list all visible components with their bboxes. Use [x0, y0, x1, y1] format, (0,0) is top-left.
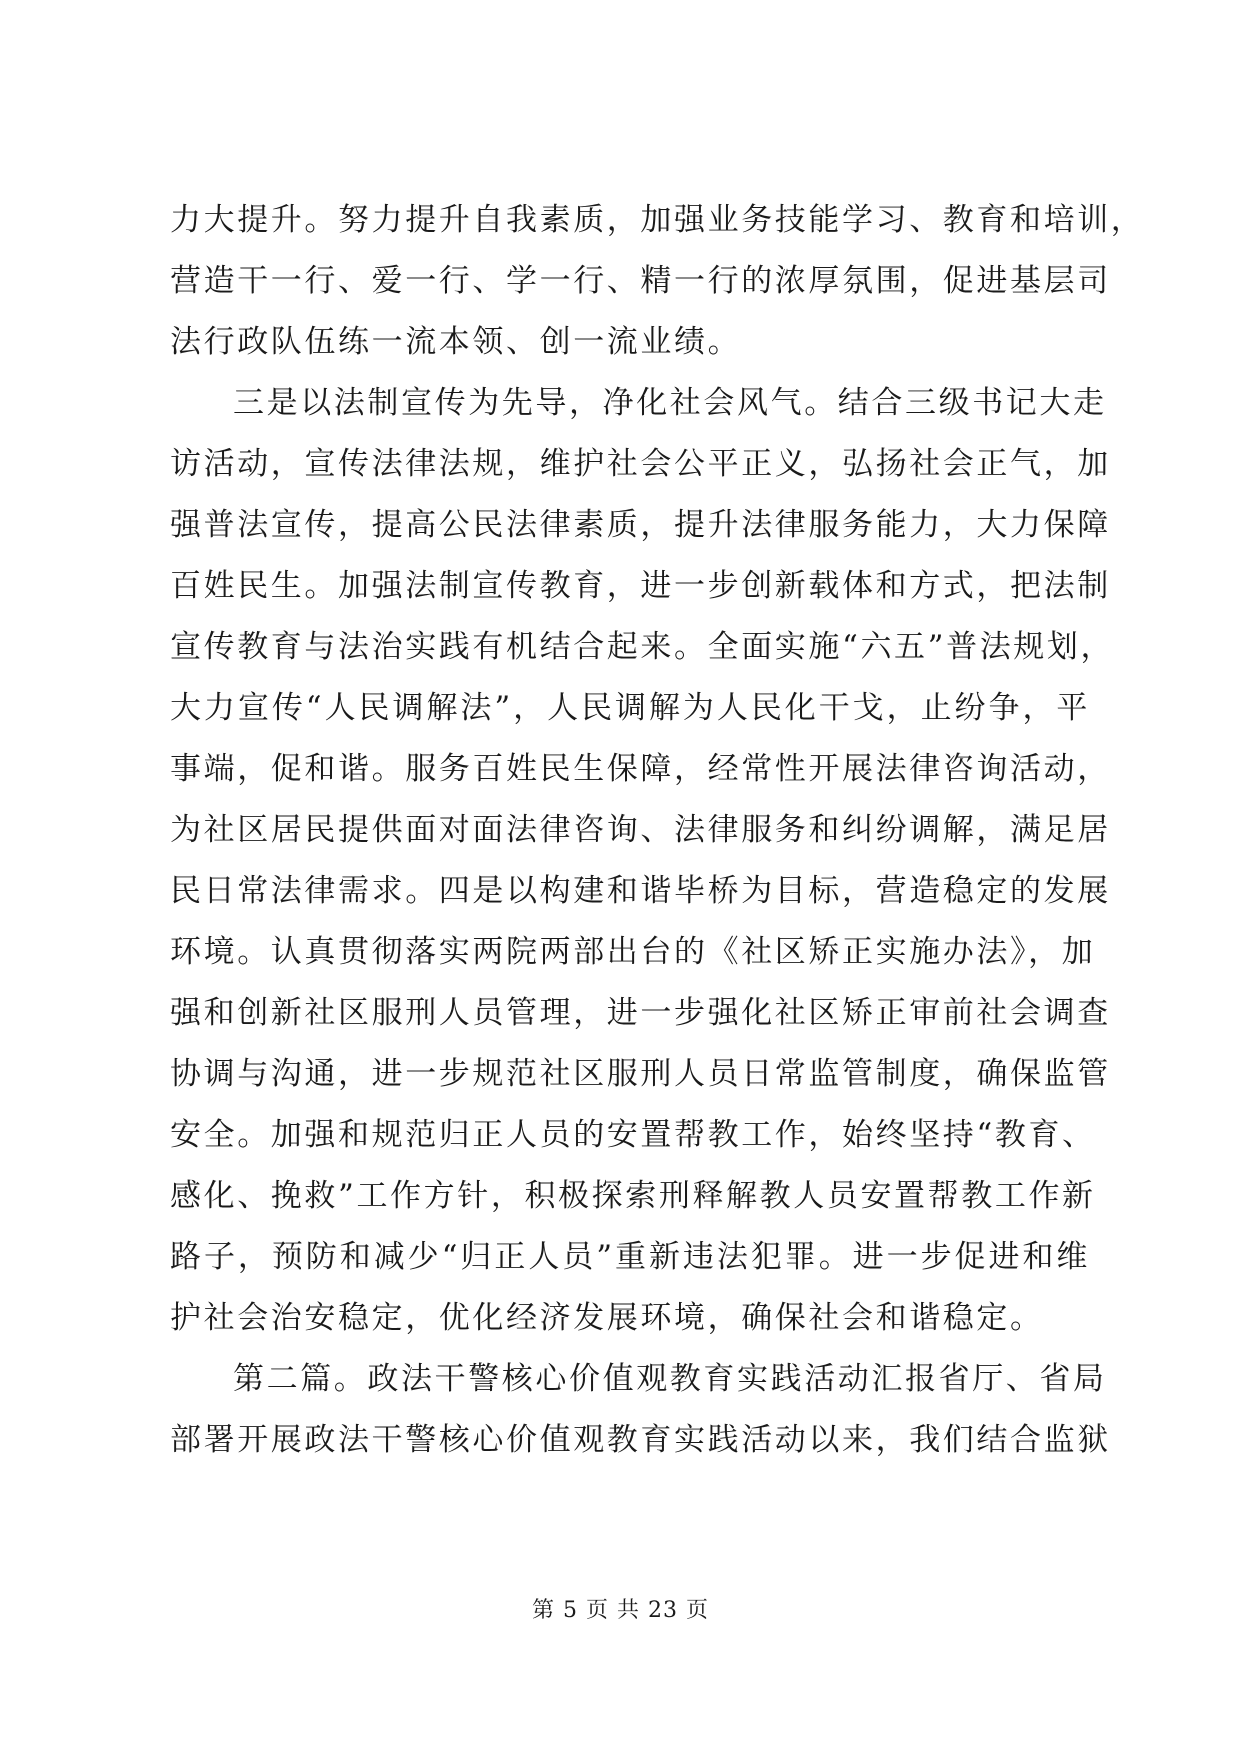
body-line-6: 强普法宣传，提高公民法律素质，提升法律服务能力，大力保障: [170, 507, 1111, 543]
body-line-5: 访活动，宣传法律法规，维护社会公平正义，弘扬社会正气，加: [170, 446, 1111, 482]
body-line-19: 护社会治安稳定，优化经济发展环境，确保社会和谐稳定。: [170, 1300, 1044, 1336]
body-line-10: 事端，促和谐。服务百姓民生保障，经常性开展法律咨询活动，: [170, 751, 1111, 787]
body-line-8: 宣传教育与法治实践有机结合起来。全面实施“六五”普法规划，: [170, 629, 1115, 665]
body-line-7: 百姓民生。加强法制宣传教育，进一步创新载体和方式，把法制: [170, 568, 1111, 604]
body-line-1: 力大提升。努力提升自我素质，加强业务技能学习、教育和培训，: [170, 202, 1145, 238]
body-line-9: 大力宣传“人民调解法”，人民调解为人民化干戈，止纷争，平: [170, 690, 1090, 726]
body-line-12: 民日常法律需求。四是以构建和谐毕桥为目标，营造稳定的发展: [170, 873, 1111, 909]
body-line-3: 法行政队伍练一流本领、创一流业绩。: [170, 324, 742, 360]
body-line-11: 为社区居民提供面对面法律咨询、法律服务和纠纷调解，满足居: [170, 812, 1111, 848]
body-line-20: 第二篇。政法干警核心价值观教育实践活动汇报省厅、省局: [233, 1361, 1107, 1397]
page-number-footer: 第 5 页 共 23 页: [532, 1598, 709, 1623]
body-line-15: 协调与沟通，进一步规范社区服刑人员日常监管制度，确保监管: [170, 1056, 1111, 1092]
body-line-4: 三是以法制宣传为先导，净化社会风气。结合三级书记大走: [233, 385, 1107, 421]
body-line-14: 强和创新社区服刑人员管理，进一步强化社区矫正审前社会调查: [170, 995, 1111, 1031]
body-line-16: 安全。加强和规范归正人员的安置帮教工作，始终坚持“教育、: [170, 1117, 1096, 1153]
body-line-17: 感化、挽救”工作方针，积极探索刑释解教人员安置帮教工作新: [170, 1178, 1096, 1214]
body-line-21: 部署开展政法干警核心价值观教育实践活动以来，我们结合监狱: [170, 1422, 1111, 1458]
body-line-18: 路子，预防和减少“归正人员”重新违法犯罪。进一步促进和维: [170, 1239, 1090, 1275]
body-line-13: 环境。认真贯彻落实两院两部出台的《社区矫正实施办法》，加: [170, 934, 1096, 970]
body-line-2: 营造干一行、爱一行、学一行、精一行的浓厚氛围，促进基层司: [170, 263, 1111, 299]
